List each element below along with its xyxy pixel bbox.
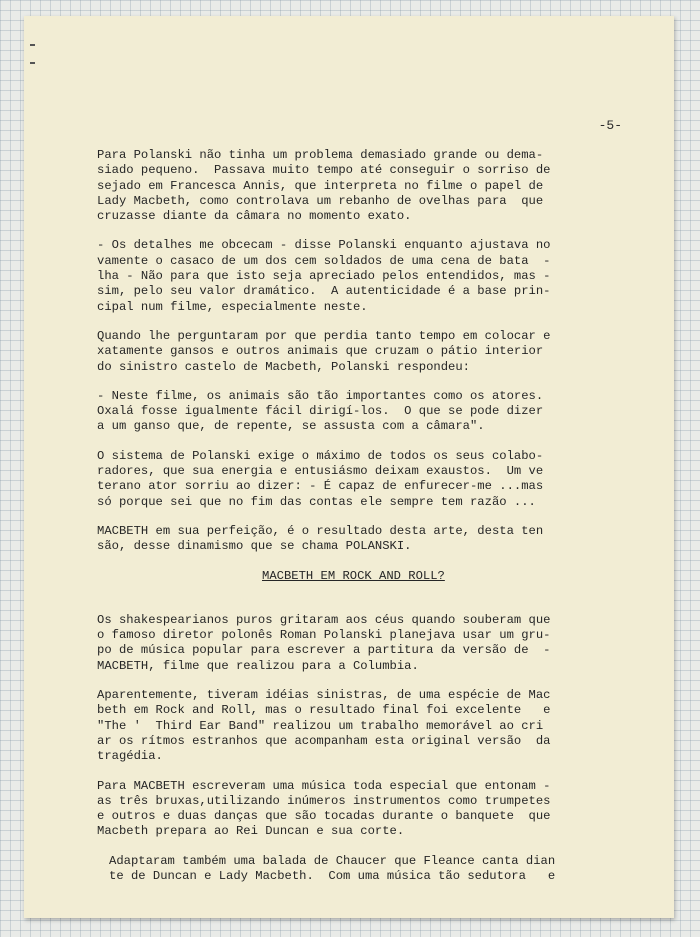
text-line: terano ator sorriu ao dizer: - É capaz de enfurecer-me ...mas bbox=[97, 479, 544, 494]
text-line: são, desse dinamismo que se chama POLANSKI. bbox=[97, 539, 412, 554]
text-line: O sistema de Polanski exige o máximo de todos os seus colabo- bbox=[97, 448, 544, 463]
text-line: Oxalá fosse igualmente fácil dirigí-los. O que se pode dizer bbox=[97, 404, 544, 419]
paragraph bbox=[97, 148, 617, 224]
paragraph bbox=[97, 449, 617, 510]
text-line: ar os rítmos estranhos que acompanham esta original versão da bbox=[97, 733, 551, 748]
paragraph bbox=[97, 854, 617, 885]
paragraph bbox=[97, 524, 617, 555]
text-line: MACBETH, filme que realizou para a Columbia. bbox=[97, 658, 419, 673]
paragraph bbox=[97, 389, 617, 435]
text-line: vamente o casaco de um dos cem soldados de uma cena de bata - bbox=[97, 253, 551, 268]
text-line: Para Polanski não tinha um problema demasiado grande ou dema- bbox=[97, 148, 544, 162]
text-line: o famoso diretor polonês Roman Polanski planejava usar um gru- bbox=[97, 628, 551, 643]
text-line: lha - Não para que isto seja apreciado pelos entendidos, mas - bbox=[97, 269, 551, 284]
text-line: siado pequeno. Passava muito tempo até conseguir o sorriso de bbox=[97, 163, 551, 178]
text-line: Para MACBETH escreveram uma música toda especial que entonam - bbox=[97, 778, 551, 793]
text-line: sim, pelo seu valor dramático. A autenticidade é a base prin- bbox=[97, 284, 551, 299]
text-line: Lady Macbeth, como controlava um rebanho de ovelhas para que bbox=[97, 193, 544, 208]
margin-mark bbox=[30, 44, 35, 46]
text-line: te de Duncan e Lady Macbeth. Com uma música tão sedutora e bbox=[109, 868, 556, 883]
text-line: só porque sei que no fim das contas ele sempre tem razão ... bbox=[97, 494, 536, 509]
paragraph bbox=[97, 613, 617, 674]
text-line: Aparentemente, tiveram idéias sinistras, de uma espécie de Mac bbox=[97, 688, 551, 703]
paragraph bbox=[97, 688, 617, 764]
text-line: radores, que sua energia e entusiásmo deixam exaustos. Um ve bbox=[97, 464, 544, 479]
text-line: Macbeth prepara ao Rei Duncan e sua corte. bbox=[97, 824, 405, 839]
text-line: - Neste filme, os animais são tão importantes como os atores. bbox=[97, 388, 544, 403]
text-line: - Os detalhes me obcecam - disse Polanski enquanto ajustava no bbox=[97, 238, 551, 253]
section-heading bbox=[97, 569, 617, 584]
text-line: a um ganso que, de repente, se assusta com a câmara". bbox=[97, 419, 485, 434]
paragraph bbox=[97, 779, 617, 840]
text-line: Quando lhe perguntaram por que perdia tanto tempo em colocar e bbox=[97, 328, 551, 343]
body-text bbox=[97, 148, 617, 898]
text-line: xatamente gansos e outros animais que cruzam o pátio interior bbox=[97, 344, 544, 359]
text-line: as três bruxas,utilizando inúmeros instrumentos como trumpetes bbox=[97, 793, 551, 808]
text-line: "The ' Third Ear Band" realizou um trabalho memorável ao cri bbox=[97, 718, 544, 733]
text-line: cruzasse diante da câmara no momento exato. bbox=[97, 209, 412, 224]
text-line: do sinistro castelo de Macbeth, Polanski respondeu: bbox=[97, 359, 470, 374]
margin-mark bbox=[30, 62, 35, 64]
heading-text: MACBETH EM ROCK AND ROLL? bbox=[262, 568, 445, 583]
paragraph bbox=[97, 329, 617, 375]
text-line: beth em Rock and Roll, mas o resultado final foi excelente e bbox=[97, 703, 551, 718]
text-line: cipal num filme, especialmente neste. bbox=[97, 299, 368, 314]
text-line: Adaptaram também uma balada de Chaucer que Fleance canta dian bbox=[109, 853, 556, 868]
text-line: Os shakespearianos puros gritaram aos céus quando souberam que bbox=[97, 612, 551, 627]
text-line: MACBETH em sua perfeição, é o resultado desta arte, desta ten bbox=[97, 523, 544, 538]
paragraph bbox=[97, 238, 617, 314]
text-line: tragédia. bbox=[97, 749, 163, 764]
text-line: po de música popular para escrever a partitura da versão de - bbox=[97, 643, 551, 658]
page-number: -5- bbox=[598, 118, 622, 133]
text-line: sejado em Francesca Annis, que interpreta no filme o papel de bbox=[97, 178, 544, 193]
text-line: e outros e duas danças que são tocadas durante o banquete que bbox=[97, 809, 551, 824]
